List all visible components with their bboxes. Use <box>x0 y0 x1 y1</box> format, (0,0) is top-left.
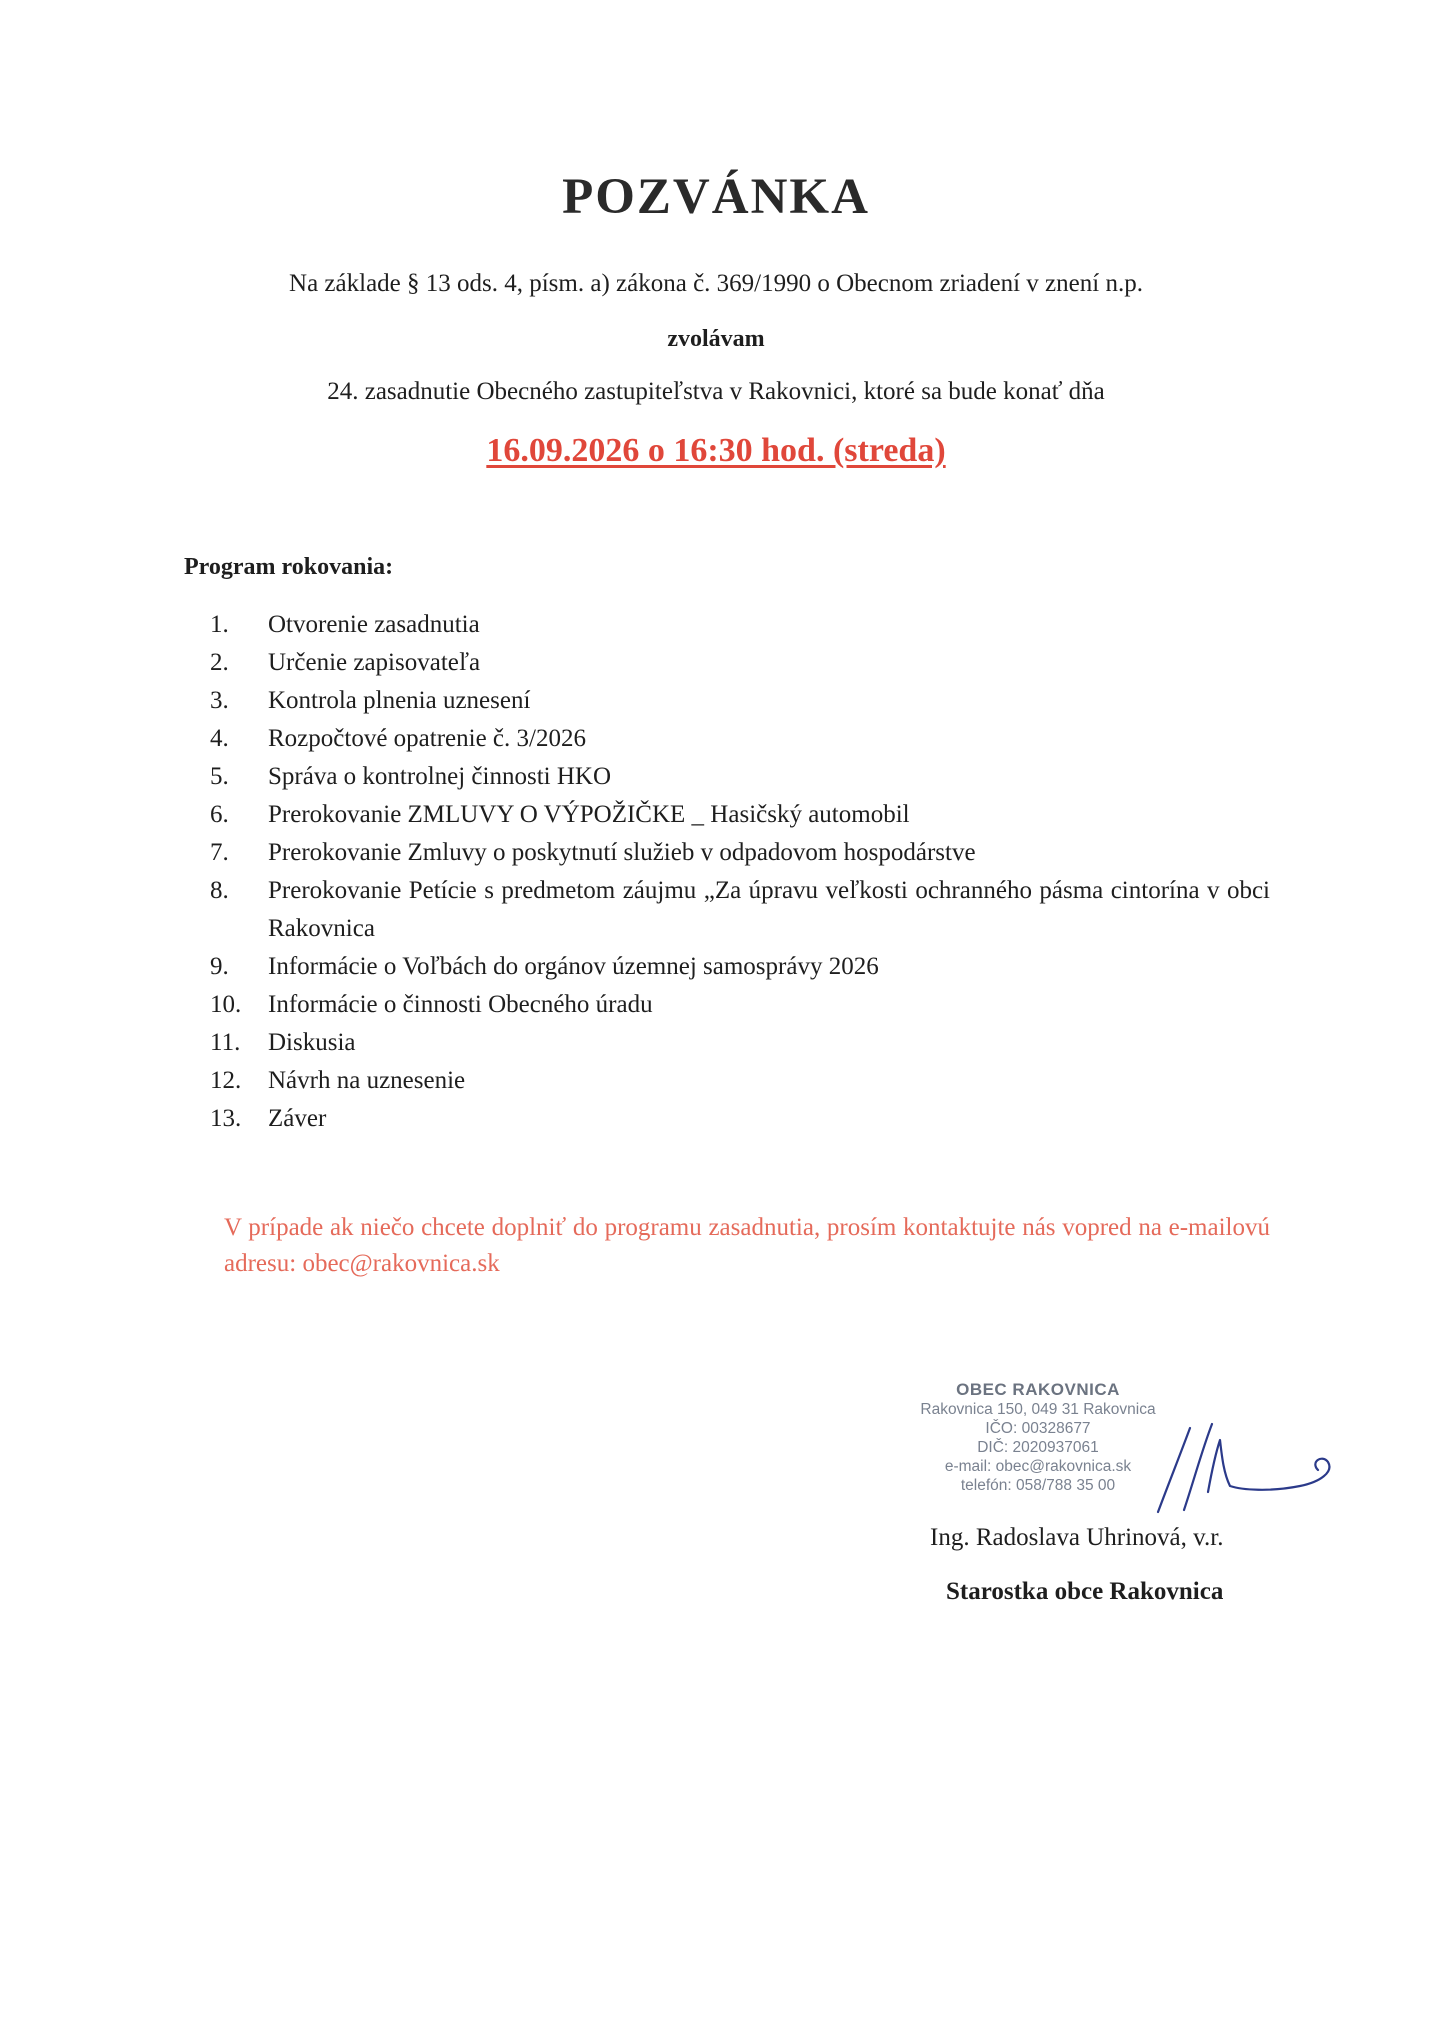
agenda-item <box>210 948 1270 986</box>
stamp-address: Rakovnica 150, 049 31 Rakovnica <box>920 1401 1156 1418</box>
convene-word: zvolávam <box>667 326 765 352</box>
stamp-email: e-mail: obec@rakovnica.sk <box>944 1458 1132 1475</box>
stamp-name: OBEC RAKOVNICA <box>956 1380 1120 1399</box>
agenda-item-number: 13. <box>210 1105 242 1132</box>
agenda-item-text: Informácie o Voľbách do orgánov územnej samosprávy 2026 <box>268 953 879 980</box>
agenda-item-number: 9. <box>210 953 229 980</box>
stamp-dic: DIČ: 2020937061 <box>977 1439 1099 1456</box>
signer-name: Ing. Radoslava Uhrinová, v.r. <box>930 1524 1224 1551</box>
agenda-item-number: 1. <box>210 611 229 638</box>
agenda-item-text: Diskusia <box>268 1029 356 1056</box>
stamp-ico: IČO: 00328677 <box>985 1420 1091 1437</box>
signer-role: Starostka obce Rakovnica <box>946 1578 1224 1605</box>
agenda-item <box>210 606 1270 644</box>
agenda-item-number: 8. <box>210 877 229 904</box>
agenda-item-number: 7. <box>210 839 229 866</box>
agenda-item <box>210 1062 1270 1100</box>
legal-basis: Na základe § 13 ods. 4, písm. a) zákona č. 369/1990 o Obecnom zriadení v znení n.p. <box>289 270 1143 297</box>
meeting-line: 24. zasadnutie Obecného zastupiteľstva v Rakovnici, ktoré sa bude konať dňa <box>327 378 1105 405</box>
program-heading: Program rokovania: <box>184 554 394 580</box>
agenda-item <box>210 758 1270 796</box>
agenda-item-number: 2. <box>210 649 229 676</box>
agenda-item-text: Kontrola plnenia uznesení <box>268 687 531 714</box>
handwritten-signature <box>1150 1400 1340 1520</box>
agenda-item-text: Prerokovanie Zmluvy o poskytnutí služieb v odpadovom hospodárstve <box>268 839 976 866</box>
agenda-item <box>210 834 1270 872</box>
contact-notice: V prípade ak niečo chcete doplniť do programu zasadnutia, prosím kontaktujte nás vopred na e-mailovú adresu: obec@rakovnica.sk <box>224 1214 1270 1277</box>
agenda-item-number: 12. <box>210 1067 242 1094</box>
meeting-date: 16.09.2026 o 16:30 hod. (streda) <box>486 432 946 469</box>
document-title: POZVÁNKA <box>562 169 870 225</box>
agenda-item-text: Prerokovanie Petície s predmetom záujmu „Za úpravu veľkosti ochranného pásma cintorína v obci Rakovnica <box>268 877 1270 942</box>
stamp-phone: telefón: 058/788 35 00 <box>960 1477 1116 1494</box>
agenda-item <box>210 682 1270 720</box>
agenda-item <box>210 1024 1270 1062</box>
agenda-item-text: Návrh na uznesenie <box>268 1067 466 1094</box>
agenda-item <box>210 720 1270 758</box>
agenda-item <box>210 872 1270 948</box>
agenda-item-text: Informácie o činnosti Obecného úradu <box>268 991 653 1018</box>
agenda-item-text: Otvorenie zasadnutia <box>268 611 480 638</box>
agenda-item-number: 5. <box>210 763 229 790</box>
agenda-item <box>210 986 1270 1024</box>
agenda-item-text: Správa o kontrolnej činnosti HKO <box>268 763 612 790</box>
agenda-item-text: Prerokovanie ZMLUVY O VÝPOŽIČKE _ Hasičský automobil <box>268 801 910 828</box>
agenda-item-number: 4. <box>210 725 229 752</box>
agenda-item-text: Určenie zapisovateľa <box>268 649 481 676</box>
agenda-item <box>210 796 1270 834</box>
agenda-item-text: Rozpočtové opatrenie č. 3/2026 <box>268 725 586 752</box>
agenda-list <box>210 606 1270 1138</box>
agenda-item <box>210 1100 1270 1138</box>
agenda-item-number: 11. <box>210 1029 241 1056</box>
agenda-item-number: 3. <box>210 687 229 714</box>
agenda-item-number: 10. <box>210 991 242 1018</box>
agenda-item-text: Záver <box>268 1105 327 1132</box>
agenda-item-number: 6. <box>210 801 229 828</box>
agenda-item <box>210 644 1270 682</box>
